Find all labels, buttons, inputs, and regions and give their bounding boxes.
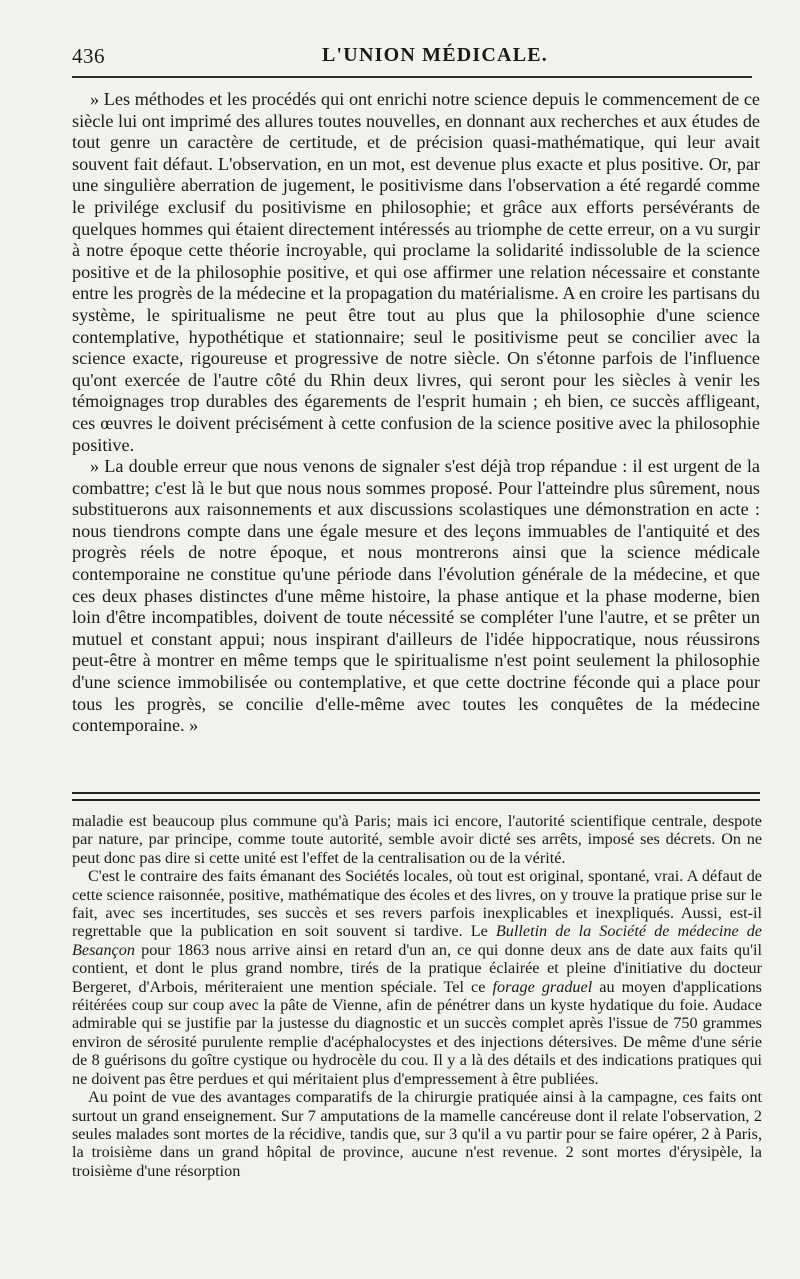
- paragraph: » La double erreur que nous venons de signaler s'est déjà trop répandue : il est urgent de la combattre; c'est là le but que nous nous sommes proposé. Pour l'atteindre plus sûrement, nous substituerons aux raisonnements et aux discussions scolastiques une démonstration en acte : nous tiendrons compte dans une égale mesure et des leçons immuables de l'antiquité et des progrès réels de notre époque, et nous montrerons ainsi que la science médicale contemporaine ne constitue qu'une période dans l'évolution générale de la médecine, et que ces deux phases distinctes d'une même histoire, la phase antique et la phase moderne, bien loin d'être incompatibles, doivent de toute nécessité se compléter l'une l'autre, et se prêter un mutuel et constant appui; nous inspirant d'ailleurs de l'idée hippocratique, nous réussirons peut-être à montrer en même temps que le spiritualisme n'est point seulement la philosophie d'une science immobilisée ou contemplative, et que cette doctrine féconde qui a place pour tous les progrès, se concilie d'elle-même avec toutes les conquêtes de la médecine contemporaine. »: [72, 456, 760, 736]
- text-run: pour 1863 nous arrive ainsi en retard d'un an, ce qui donne deux ans de date aux faits qu'il contient, et dont le plus grand nombre, tirés de la pratique éclairée et pleine d'initiative du docteur Bergeret, d'Arbois, mériteraient une mention spéciale. Tel ce: [72, 940, 762, 996]
- paragraph: maladie est beaucoup plus commune qu'à Paris; mais ici encore, l'autorité scientifique centrale, despote par nature, par principe, comme toute autorité, semble avoir dicté ses arrêts, imposé ses décrets. On ne peut donc pas dire si cette unité est l'effet de la centralisation ou de la vérité.: [72, 812, 762, 867]
- page-header: [72, 44, 762, 72]
- header-rule: [72, 76, 752, 78]
- text-run: C'est le contraire des faits émanant des Sociétés locales, où tout est original, spontané, vrai. A défaut de cette science raisonnée, positive, mathématique des écoles et des livres, on y trouve la pratique prise sur le fait, avec ses incertitudes, ses succès et ses revers parfois inexplicables et inexpliqués. Aussi, est-il regrettable que la publication en soit souvent si tardive. Le: [72, 867, 762, 941]
- paragraph: Au point de vue des avantages comparatifs de la chirurgie pratiquée ainsi à la campagne, ces faits ont surtout un grand enseignement. Sur 7 amputations de la mamelle cancéreuse dont il relate l'observation, 2 seules malades sont mortes de la récidive, tandis que, sur 3 qu'il a vu partir pour se faire opérer, 2 à Paris, la troisième dans un grand hôpital de province, aucune n'est revenue. 2 sont mortes d'érysipèle, la troisième d'une résorption: [72, 1088, 762, 1180]
- page-number: 436: [72, 44, 105, 68]
- journal-title: L'UNION MÉDICALE.: [322, 44, 548, 66]
- emphasized-term: forage graduel: [492, 977, 593, 996]
- quoted-discourse: [72, 89, 760, 737]
- text-run: au moyen d'applications réitérées coup sur coup avec la pâte de Vienne, afin de pénétrer dans un kyste hydatique du foie. Audace admirable qui se justifie par la justesse du diagnostic et un succès complet après l'issue de 750 grammes environ de sérosité purulente remplie d'acéphalocystes et des injections détersives. De même d'une série de 8 guérisons du goître cystique ou hydrocèle du cou. Il y a là des détails et des indications pratiques qui ne doivent pas être perdues et qui méritaient plus d'empressement à être publiées.: [72, 977, 762, 1088]
- bulletin-title: Bulletin de la Société de médecine de Besançon: [72, 922, 762, 959]
- paragraph: » Les méthodes et les procédés qui ont enrichi notre science depuis le commencement de ce siècle lui ont imprimé des allures toutes nouvelles, en donnant aux recherches et aux études de tout genre un caractère de certitude, et de précision quasi-mathématique, qui leur avait souvent fait défaut. L'observation, en un mot, est devenue plus exacte et plus positive. Or, par une singulière aberration de jugement, le positivisme dans l'observation a été regardé comme le privilége exclusif du positivisme en philosophie; et grâce aux efforts persévérants de quelques hommes qui étaient directement intéressés au triomphe de cette erreur, on a vu surgir à notre époque cette théorie incroyable, qui proclame la solidarité indissoluble de la science positive et de la philosophie positive, et qui ose affirmer une relation nécessaire et constante entre les progrès de la médecine et la propagation du matérialisme. A en croire les partisans du système, le spiritualisme ne peut être tout au plus que la philosophie d'une science contemplative, hypothétique et stationnaire; seul le positivisme peut se concilier avec la science exacte, rigoureuse et progressive de notre siècle. On s'étonne parfois de l'influence qu'ont exercée de l'autre côté du Rhin deux livres, qui seront pour les siècles à venir les témoignages trop durables des égarements de l'esprit humain ; eh bien, ce succès affligeant, ces œuvres le doivent précisément à cette confusion de la science positive avec la philosophie positive.: [72, 89, 760, 455]
- feuilleton-text: [72, 812, 762, 1180]
- section-divider: [72, 792, 760, 801]
- paragraph: [72, 867, 762, 1088]
